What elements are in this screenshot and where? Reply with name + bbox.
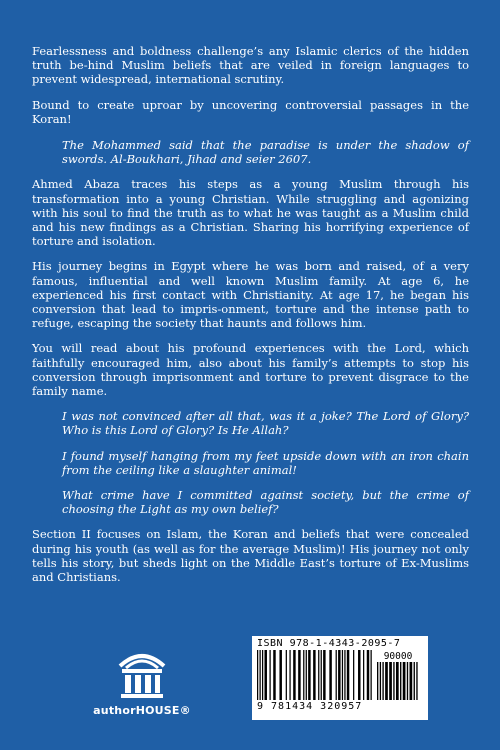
barcode-bar (403, 662, 406, 700)
barcode-bar (289, 650, 290, 700)
barcode-bar (367, 650, 369, 700)
barcode-bar (293, 650, 295, 700)
barcode-bar (416, 662, 417, 700)
barcode-bar (371, 650, 372, 700)
barcode-bar (389, 662, 392, 700)
isbn-barcode (252, 636, 428, 720)
barcode-bar (313, 650, 315, 700)
barcode-bar (385, 662, 388, 700)
barcode-bar (363, 650, 364, 700)
barcode-bar (286, 650, 287, 700)
barcode-bar (336, 650, 337, 700)
barcode-bar (414, 662, 415, 700)
barcode-bar (410, 662, 413, 700)
ean-barcode-bars (257, 650, 373, 700)
barcode-bar (407, 662, 408, 700)
house-columns-icon (92, 642, 192, 704)
price-barcode-bars (377, 662, 419, 700)
blurb-quote-4: What crime have I committed against society, but the crime of choosing the Light as my own belief? (62, 488, 469, 517)
barcode-bar (269, 650, 270, 700)
barcode-bar (279, 650, 281, 700)
blurb-quote-3: I found myself hanging from my feet upside down with an iron chain from the ceiling like a slaughter animal! (62, 448, 469, 477)
publisher-logo (92, 642, 192, 722)
barcode-bar (358, 650, 360, 700)
barcode-bar (342, 650, 343, 700)
publisher-logo-text: authorHOUSE® (93, 704, 191, 717)
blurb-tagline: Bound to create uproar by uncovering controversial passages in the Koran! (32, 97, 469, 126)
ean-number: 9 781434 320957 (257, 701, 363, 712)
barcode-bar (321, 650, 322, 700)
blurb-text (32, 44, 469, 595)
blurb-paragraph-2: Ahmed Abaza traces his steps as a young Muslim through his transformation into a young Christian. While struggling and agonizing with his soul to find the truth as to what he was taught as a Muslim child and his new findings as a Christian. Sharing his horrifying experience of torture and isolation. (32, 177, 469, 249)
barcode-bar (400, 662, 401, 700)
barcode-bar (323, 650, 325, 700)
barcode-bar (393, 662, 394, 700)
barcode-bar (308, 650, 310, 700)
blurb-quote-2: I was not convinced after all that, was it a joke? The Lord of Glory? Who is this Lord of Glory? Is He Allah? (62, 409, 469, 438)
barcode-bar (380, 662, 381, 700)
barcode-bar (344, 650, 345, 700)
blurb-paragraph-1: Fearlessness and boldness challenge’s any Islamic clerics of the hidden truth be-hind Muslim beliefs that are veiled in foreign languages to prevent widespread, international scrutiny. (32, 44, 469, 87)
barcode-bar (353, 650, 354, 700)
barcode-bar (273, 650, 275, 700)
barcode-bar (347, 650, 349, 700)
blurb-paragraph-3: His journey begins in Egypt where he was born and raised, of a very famous, influential and well known Muslim family. At age 6, he experienced his first contact with Christianity. At age 17, he began his conversion that lead to impris-onment, torture and the intense path to refuge, escaping the society that haunts and follows him. (32, 259, 469, 331)
barcode-bar (377, 662, 378, 700)
barcode-bar (298, 650, 300, 700)
barcode-bar (396, 662, 399, 700)
barcode-bar (329, 650, 331, 700)
barcode-bar (257, 650, 258, 700)
barcode-bar (303, 650, 304, 700)
blurb-quote-1: The Mohammed said that the paradise is under the shadow of swords. Al-Boukhari, Jihad and seier 2607. (62, 138, 469, 167)
isbn-label: ISBN 978-1-4343-2095-7 (257, 638, 401, 649)
barcode-bar (262, 650, 263, 700)
barcode-bar (259, 650, 260, 700)
blurb-paragraph-5: Section II focuses on Islam, the Koran and beliefs that were concealed during his youth (as well as for the average Muslim)! His journey not only tells his story, but sheds light on the Middle East’s torture of Ex-Muslims and Christians. (32, 527, 469, 585)
barcode-bar (382, 662, 383, 700)
blurb-paragraph-4: You will read about his profound experiences with the Lord, which faithfully encouraged him, also about his family’s attempts to stop his conversion through imprisonment and torture to prevent disgrace to the family name. (32, 341, 469, 399)
barcode-bar (264, 650, 266, 700)
barcode-bar (306, 650, 307, 700)
price-code: 90000 (383, 651, 413, 662)
barcode-bar (318, 650, 319, 700)
barcode-bar (338, 650, 340, 700)
